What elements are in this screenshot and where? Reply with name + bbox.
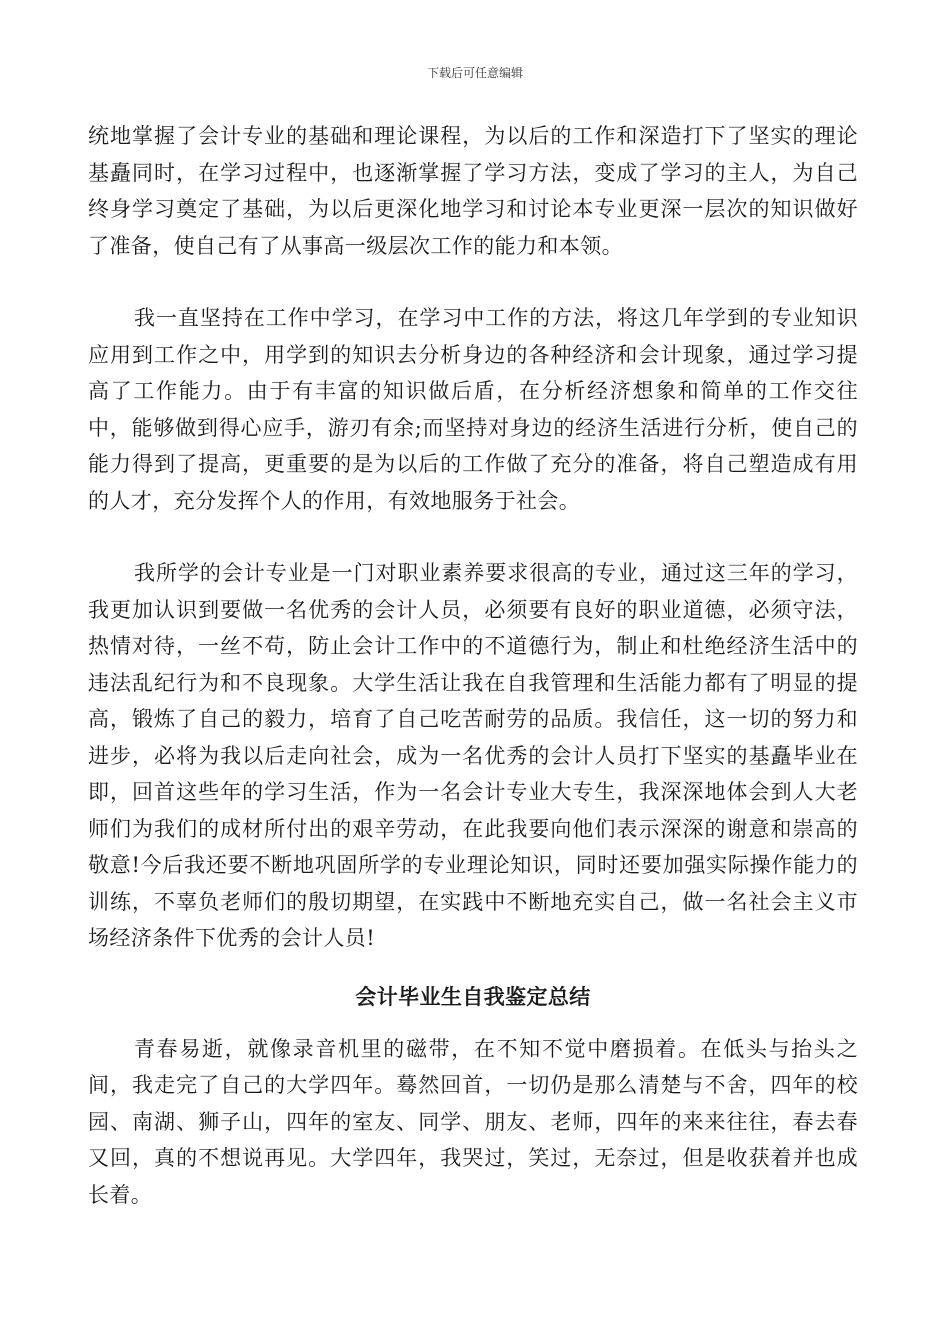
section-title: 会计毕业生自我鉴定总结 [355, 983, 591, 1009]
page-header: 下载后可任意编辑 [426, 66, 523, 80]
document-body [88, 118, 858, 1213]
paragraph-2: 我一直坚持在工作中学习，在学习中工作的方法，将这几年学到的专业知识应用到工作之中，用学到的知识去分析身边的各种经济和会计现象，通过学习提高了工作能力。由于有丰富的知识做后盾，在分析经济想象和简单的工作交往中，能够做到得心应手，游刃有余;而坚持对身边的经济生活进行分析，使自己的能力得到了提高，更重要的是为以后的工作做了充分的准备，将自己塑造成有用的人才，充分发挥个人的作用，有效地服务于社会。 [88, 306, 858, 513]
paragraph-1: 统地掌握了会计专业的基础和理论课程，为以后的工作和深造打下了坚实的理论基矗同时，在学习过程中，也逐渐掌握了学习方法，变成了学习的主人，为自己终身学习奠定了基础，为以后更深化地学习和讨论本专业更深一层次的知识做好了准备，使自己有了从事高一级层次工作的能力和本领。 [88, 124, 858, 258]
paragraph-3: 我所学的会计专业是一门对职业素养要求很高的专业，通过这三年的学习，我更加认识到要做一名优秀的会计人员，必须要有良好的职业道德，必须守法，热情对待，一丝不苟，防止会计工作中的不道德行为，制止和杜绝经济生活中的违法乱纪行为和不良现象。大学生活让我在自我管理和生活能力都有了明显的提高，锻炼了自己的毅力，培育了自己吃苦耐劳的品质。我信任，这一切的努力和进步，必将为我以后走向社会，成为一名优秀的会计人员打下坚实的基矗毕业在即，回首这些年的学习生活，作为一名会计专业大专生，我深深地体会到人大老师们为我们的成材所付出的艰辛劳动，在此我要向他们表示深深的谢意和崇高的敬意!今后我还要不断地巩固所学的专业理论知识，同时还要加强实际操作能力的训练，不辜负老师们的殷切期望，在实践中不断地充实自己，做一名社会主义市场经济条件下优秀的会计人员! [88, 561, 858, 950]
closing-paragraph: 青春易逝，就像录音机里的磁带，在不知不觉中磨损着。在低头与抬头之间，我走完了自己的大学四年。蓦然回首，一切仍是那么清楚与不舍，四年的校园、南湖、狮子山，四年的室友、同学、朋友、老师，四年的来来往往，春去春又回，真的不想说再见。大学四年，我哭过，笑过，无奈过，但是收获着并也成长着。 [88, 1036, 858, 1207]
